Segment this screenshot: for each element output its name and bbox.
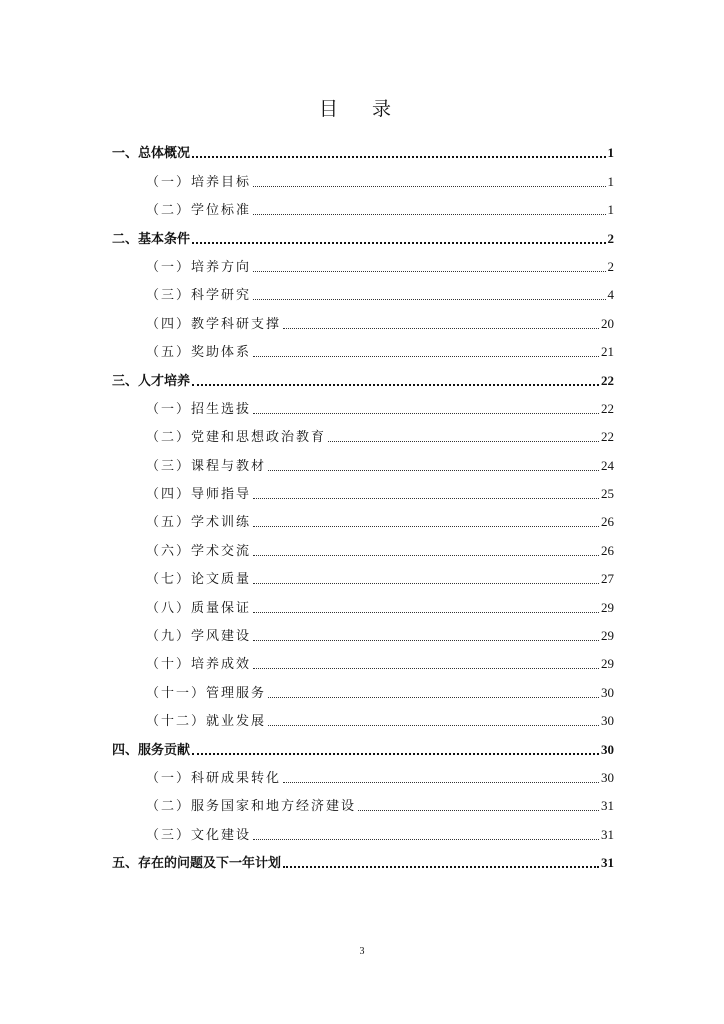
toc-entry-page: 30 xyxy=(601,741,614,757)
toc-dot-leader xyxy=(192,750,599,755)
toc-subsection-entry[interactable] xyxy=(112,763,614,791)
toc-entry-page: 22 xyxy=(601,429,614,445)
toc-dot-leader xyxy=(268,467,599,471)
toc-subsection-entry[interactable] xyxy=(112,535,614,563)
toc-subsection-entry[interactable] xyxy=(112,422,614,450)
toc-subsection-entry[interactable] xyxy=(112,677,614,705)
toc-subsection-entry[interactable] xyxy=(112,706,614,734)
toc-entry-page: 26 xyxy=(601,514,614,530)
toc-subsection-entry[interactable] xyxy=(112,308,614,336)
toc-dot-leader xyxy=(253,552,599,556)
toc-entry-title: （四）教学科研支撑 xyxy=(146,316,282,332)
toc-dot-leader xyxy=(253,580,599,584)
toc-entry-title: （六）学术交流 xyxy=(146,543,252,559)
toc-dot-leader xyxy=(253,609,599,613)
toc-dot-leader xyxy=(268,694,599,698)
toc-subsection-entry[interactable] xyxy=(112,649,614,677)
toc-subsection-entry[interactable] xyxy=(112,252,614,280)
toc-dot-leader xyxy=(253,183,605,187)
toc-entry-title: （二）党建和思想政治教育 xyxy=(146,430,327,446)
toc-subsection-entry[interactable] xyxy=(112,621,614,649)
toc-subsection-entry[interactable] xyxy=(112,564,614,592)
toc-section-entry[interactable] xyxy=(112,365,614,393)
toc-entry-page: 30 xyxy=(601,684,614,700)
toc-entry-page: 26 xyxy=(601,542,614,558)
toc-entry-title: 一、总体概况 xyxy=(112,146,191,162)
toc-entry-page: 31 xyxy=(601,855,614,871)
toc-entry-title: （二）服务国家和地方经济建设 xyxy=(146,799,357,815)
toc-subsection-entry[interactable] xyxy=(112,166,614,194)
toc-entry-page: 24 xyxy=(601,457,614,473)
toc-entry-title: （五）奖助体系 xyxy=(146,345,252,361)
toc-dot-leader xyxy=(253,410,599,414)
toc-entry-page: 1 xyxy=(607,173,614,189)
toc-entry-page: 1 xyxy=(607,145,614,161)
toc-entry-page: 29 xyxy=(601,656,614,672)
toc-entry-page: 2 xyxy=(607,230,614,246)
toc-entry-page: 30 xyxy=(601,713,614,729)
toc-entry-title: 二、基本条件 xyxy=(112,231,191,247)
toc-entry-page: 1 xyxy=(607,202,614,218)
toc-entry-title: （一）培养方向 xyxy=(146,259,252,275)
toc-subsection-entry[interactable] xyxy=(112,791,614,819)
toc-section-entry[interactable] xyxy=(112,223,614,251)
toc-entry-title: 五、存在的问题及下一年计划 xyxy=(112,856,282,872)
toc-dot-leader xyxy=(253,211,605,215)
toc-section-entry[interactable] xyxy=(112,848,614,876)
page-title: 目 录 xyxy=(318,98,406,120)
toc-subsection-entry[interactable] xyxy=(112,394,614,422)
toc-dot-leader xyxy=(192,239,605,244)
toc-entry-page: 29 xyxy=(601,628,614,644)
toc-entry-page: 31 xyxy=(601,798,614,814)
toc-entry-title: （四）导师指导 xyxy=(146,487,252,503)
toc-section-entry[interactable] xyxy=(112,734,614,762)
toc-dot-leader xyxy=(253,637,599,641)
toc-dot-leader xyxy=(358,807,599,811)
toc-dot-leader xyxy=(328,438,599,442)
table-of-contents xyxy=(112,138,614,876)
page-number: 3 xyxy=(359,946,365,957)
toc-subsection-entry[interactable] xyxy=(112,592,614,620)
toc-dot-leader xyxy=(283,779,599,783)
toc-dot-leader xyxy=(253,523,599,527)
toc-subsection-entry[interactable] xyxy=(112,507,614,535)
toc-subsection-entry[interactable] xyxy=(112,337,614,365)
toc-entry-title: （五）学术训练 xyxy=(146,515,252,531)
toc-dot-leader xyxy=(253,268,605,272)
toc-subsection-entry[interactable] xyxy=(112,479,614,507)
toc-entry-page: 25 xyxy=(601,486,614,502)
toc-dot-leader xyxy=(268,722,599,726)
toc-section-entry[interactable] xyxy=(112,138,614,166)
toc-entry-title: （十二）就业发展 xyxy=(146,714,267,730)
toc-entry-title: （一）科研成果转化 xyxy=(146,770,282,786)
toc-dot-leader xyxy=(192,381,599,386)
toc-dot-leader xyxy=(253,353,599,357)
toc-entry-title: （二）学位标准 xyxy=(146,203,252,219)
toc-entry-page: 31 xyxy=(601,826,614,842)
toc-subsection-entry[interactable] xyxy=(112,819,614,847)
toc-dot-leader xyxy=(253,665,599,669)
toc-dot-leader xyxy=(253,836,599,840)
toc-entry-title: 四、服务贡献 xyxy=(112,742,191,758)
toc-dot-leader xyxy=(283,863,599,868)
toc-entry-page: 20 xyxy=(601,315,614,331)
toc-subsection-entry[interactable] xyxy=(112,450,614,478)
toc-dot-leader xyxy=(253,495,599,499)
toc-entry-page: 4 xyxy=(607,287,614,303)
toc-entry-title: （一）招生选拔 xyxy=(146,401,252,417)
toc-entry-title: （三）文化建设 xyxy=(146,827,252,843)
toc-entry-title: （七）论文质量 xyxy=(146,572,252,588)
toc-entry-title: （十）培养成效 xyxy=(146,657,252,673)
toc-dot-leader xyxy=(283,325,599,329)
toc-dot-leader xyxy=(192,153,605,158)
toc-subsection-entry[interactable] xyxy=(112,280,614,308)
toc-entry-page: 22 xyxy=(601,400,614,416)
toc-entry-title: （三）课程与教材 xyxy=(146,458,267,474)
toc-entry-page: 29 xyxy=(601,599,614,615)
toc-entry-page: 27 xyxy=(601,571,614,587)
toc-dot-leader xyxy=(253,296,605,300)
toc-entry-page: 2 xyxy=(607,258,614,274)
toc-entry-title: （十一）管理服务 xyxy=(146,685,267,701)
toc-entry-title: （八）质量保证 xyxy=(146,600,252,616)
toc-entry-title: 三、人才培养 xyxy=(112,373,191,389)
toc-entry-title: （三）科学研究 xyxy=(146,288,252,304)
toc-entry-title: （一）培养目标 xyxy=(146,174,252,190)
toc-entry-title: （九）学风建设 xyxy=(146,629,252,645)
toc-entry-page: 21 xyxy=(601,344,614,360)
toc-entry-page: 22 xyxy=(601,372,614,388)
toc-entry-page: 30 xyxy=(601,769,614,785)
toc-subsection-entry[interactable] xyxy=(112,195,614,223)
